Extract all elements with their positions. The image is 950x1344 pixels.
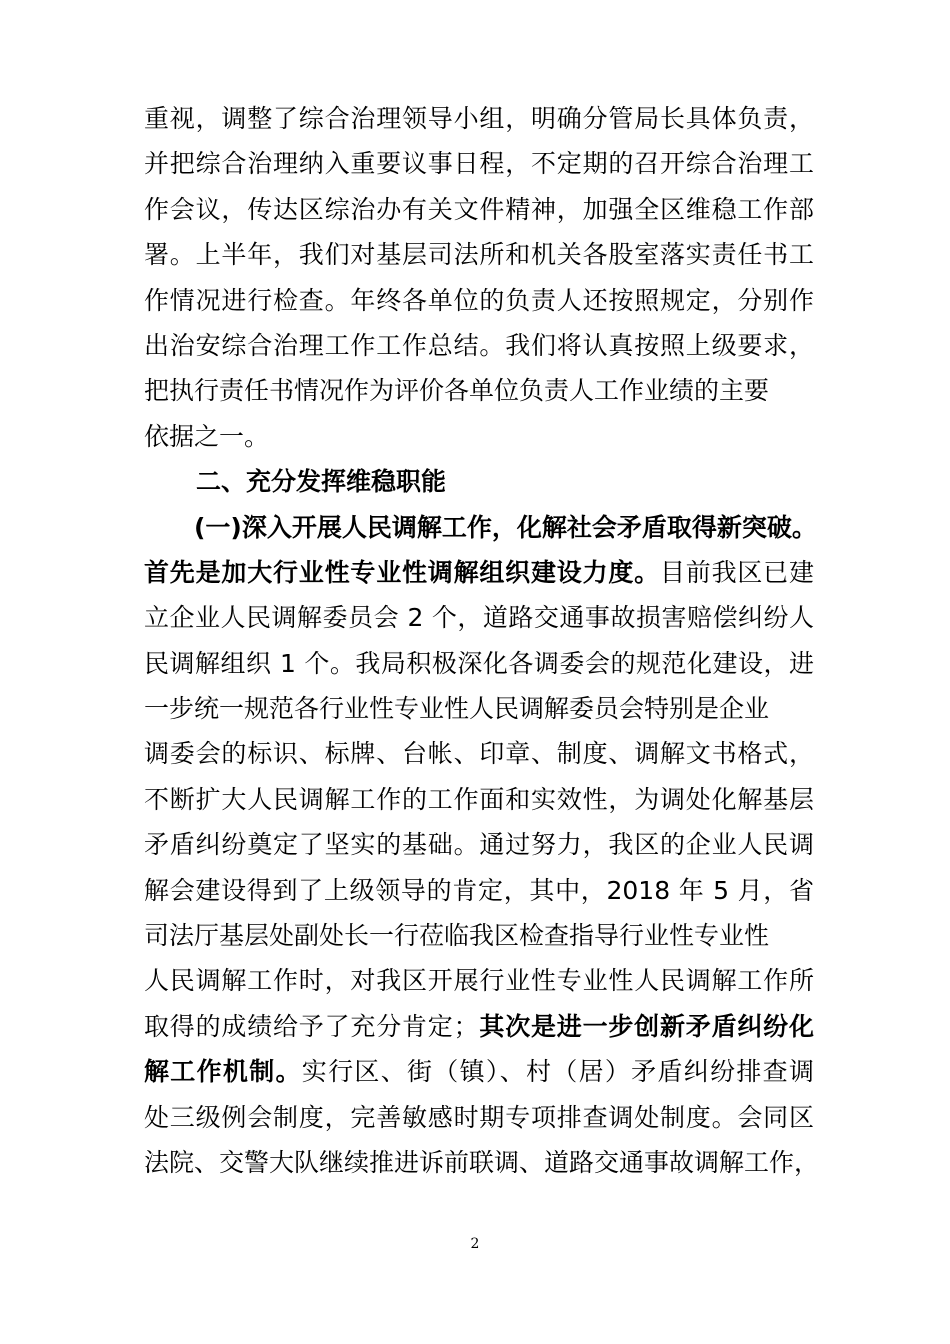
paragraph-line: 作会议，传达区综治办有关文件精神，加强全区维稳工作部 [144, 194, 814, 224]
lead-rest: 目前我区已建 [659, 557, 814, 587]
paragraph-line: 调委会的标识、标牌、台帐、印章、制度、调解文书格式， [144, 739, 814, 769]
paragraph-line: 不断扩大人民调解工作的工作面和实效性，为调处化解基层 [144, 784, 814, 814]
paragraph-line: 一步统一规范各行业性专业性人民调解委员会特别是企业 [144, 694, 770, 724]
paragraph-line: 矛盾纠纷奠定了坚实的基础。通过努力，我区的企业人民调 [144, 830, 814, 860]
page-number: 2 [470, 1236, 480, 1252]
paragraph-line: 把执行责任书情况作为评价各单位负责人工作业绩的主要 [144, 376, 770, 406]
paragraph-line: 人民调解工作时，对我区开展行业性专业性人民调解工作所 [144, 966, 814, 996]
plain-text: 实行区、街（镇）、村（居）矛盾纠纷排查调 [301, 1057, 814, 1087]
paragraph-line: 作情况进行检查。年终各单位的负责人还按照规定，分别作 [144, 285, 814, 315]
paragraph-line: 依据之一。 [144, 421, 270, 451]
paragraph-line: 并把综合治理纳入重要议事日程，不定期的召开综合治理工 [144, 149, 814, 179]
paragraph-line: 处三级例会制度，完善敏感时期专项排查调处制度。会同区 [144, 1102, 814, 1132]
paragraph-line: 重视，调整了综合治理领导小组，明确分管局长具体负责， [144, 104, 814, 133]
subsection-heading: (一)深入开展人民调解工作，化解社会矛盾取得新突破。 [194, 512, 817, 542]
paragraph-line: 法院、交警大队继续推进诉前联调、道路交通事故调解工作， [144, 1147, 820, 1177]
bold-lead: 首先是加大行业性专业性调解组织建设力度。 [144, 557, 660, 587]
paragraph-line [144, 1049, 814, 1094]
bold-text: 其次是进一步创新矛盾纠纷化 [478, 1011, 814, 1041]
paragraph-line: 司法厅基层处副处长一行莅临我区检查指导行业性专业性 [144, 921, 770, 951]
section-heading: 二、充分发挥维稳职能 [196, 467, 447, 497]
paragraph-line: 署。上半年，我们对基层司法所和机关各股室落实责任书工 [144, 240, 814, 270]
paragraph-line [144, 550, 814, 595]
paragraph-line: 民调解组织 1 个。我局积极深化各调委会的规范化建设，进 [144, 648, 814, 678]
paragraph-line: 立企业人民调解委员会 2 个，道路交通事故损害赔偿纠纷人 [144, 603, 814, 633]
paragraph-line [144, 1004, 814, 1049]
bold-text: 解工作机制。 [144, 1057, 302, 1087]
plain-text: 取得的成绩给予了充分肯定； [144, 1011, 479, 1041]
paragraph-line: 解会建设得到了上级领导的肯定，其中，2018 年 5 月，省 [144, 875, 814, 905]
paragraph-line: 出治安综合治理工作工作总结。我们将认真按照上级要求， [144, 330, 814, 360]
body-text [144, 96, 820, 1185]
